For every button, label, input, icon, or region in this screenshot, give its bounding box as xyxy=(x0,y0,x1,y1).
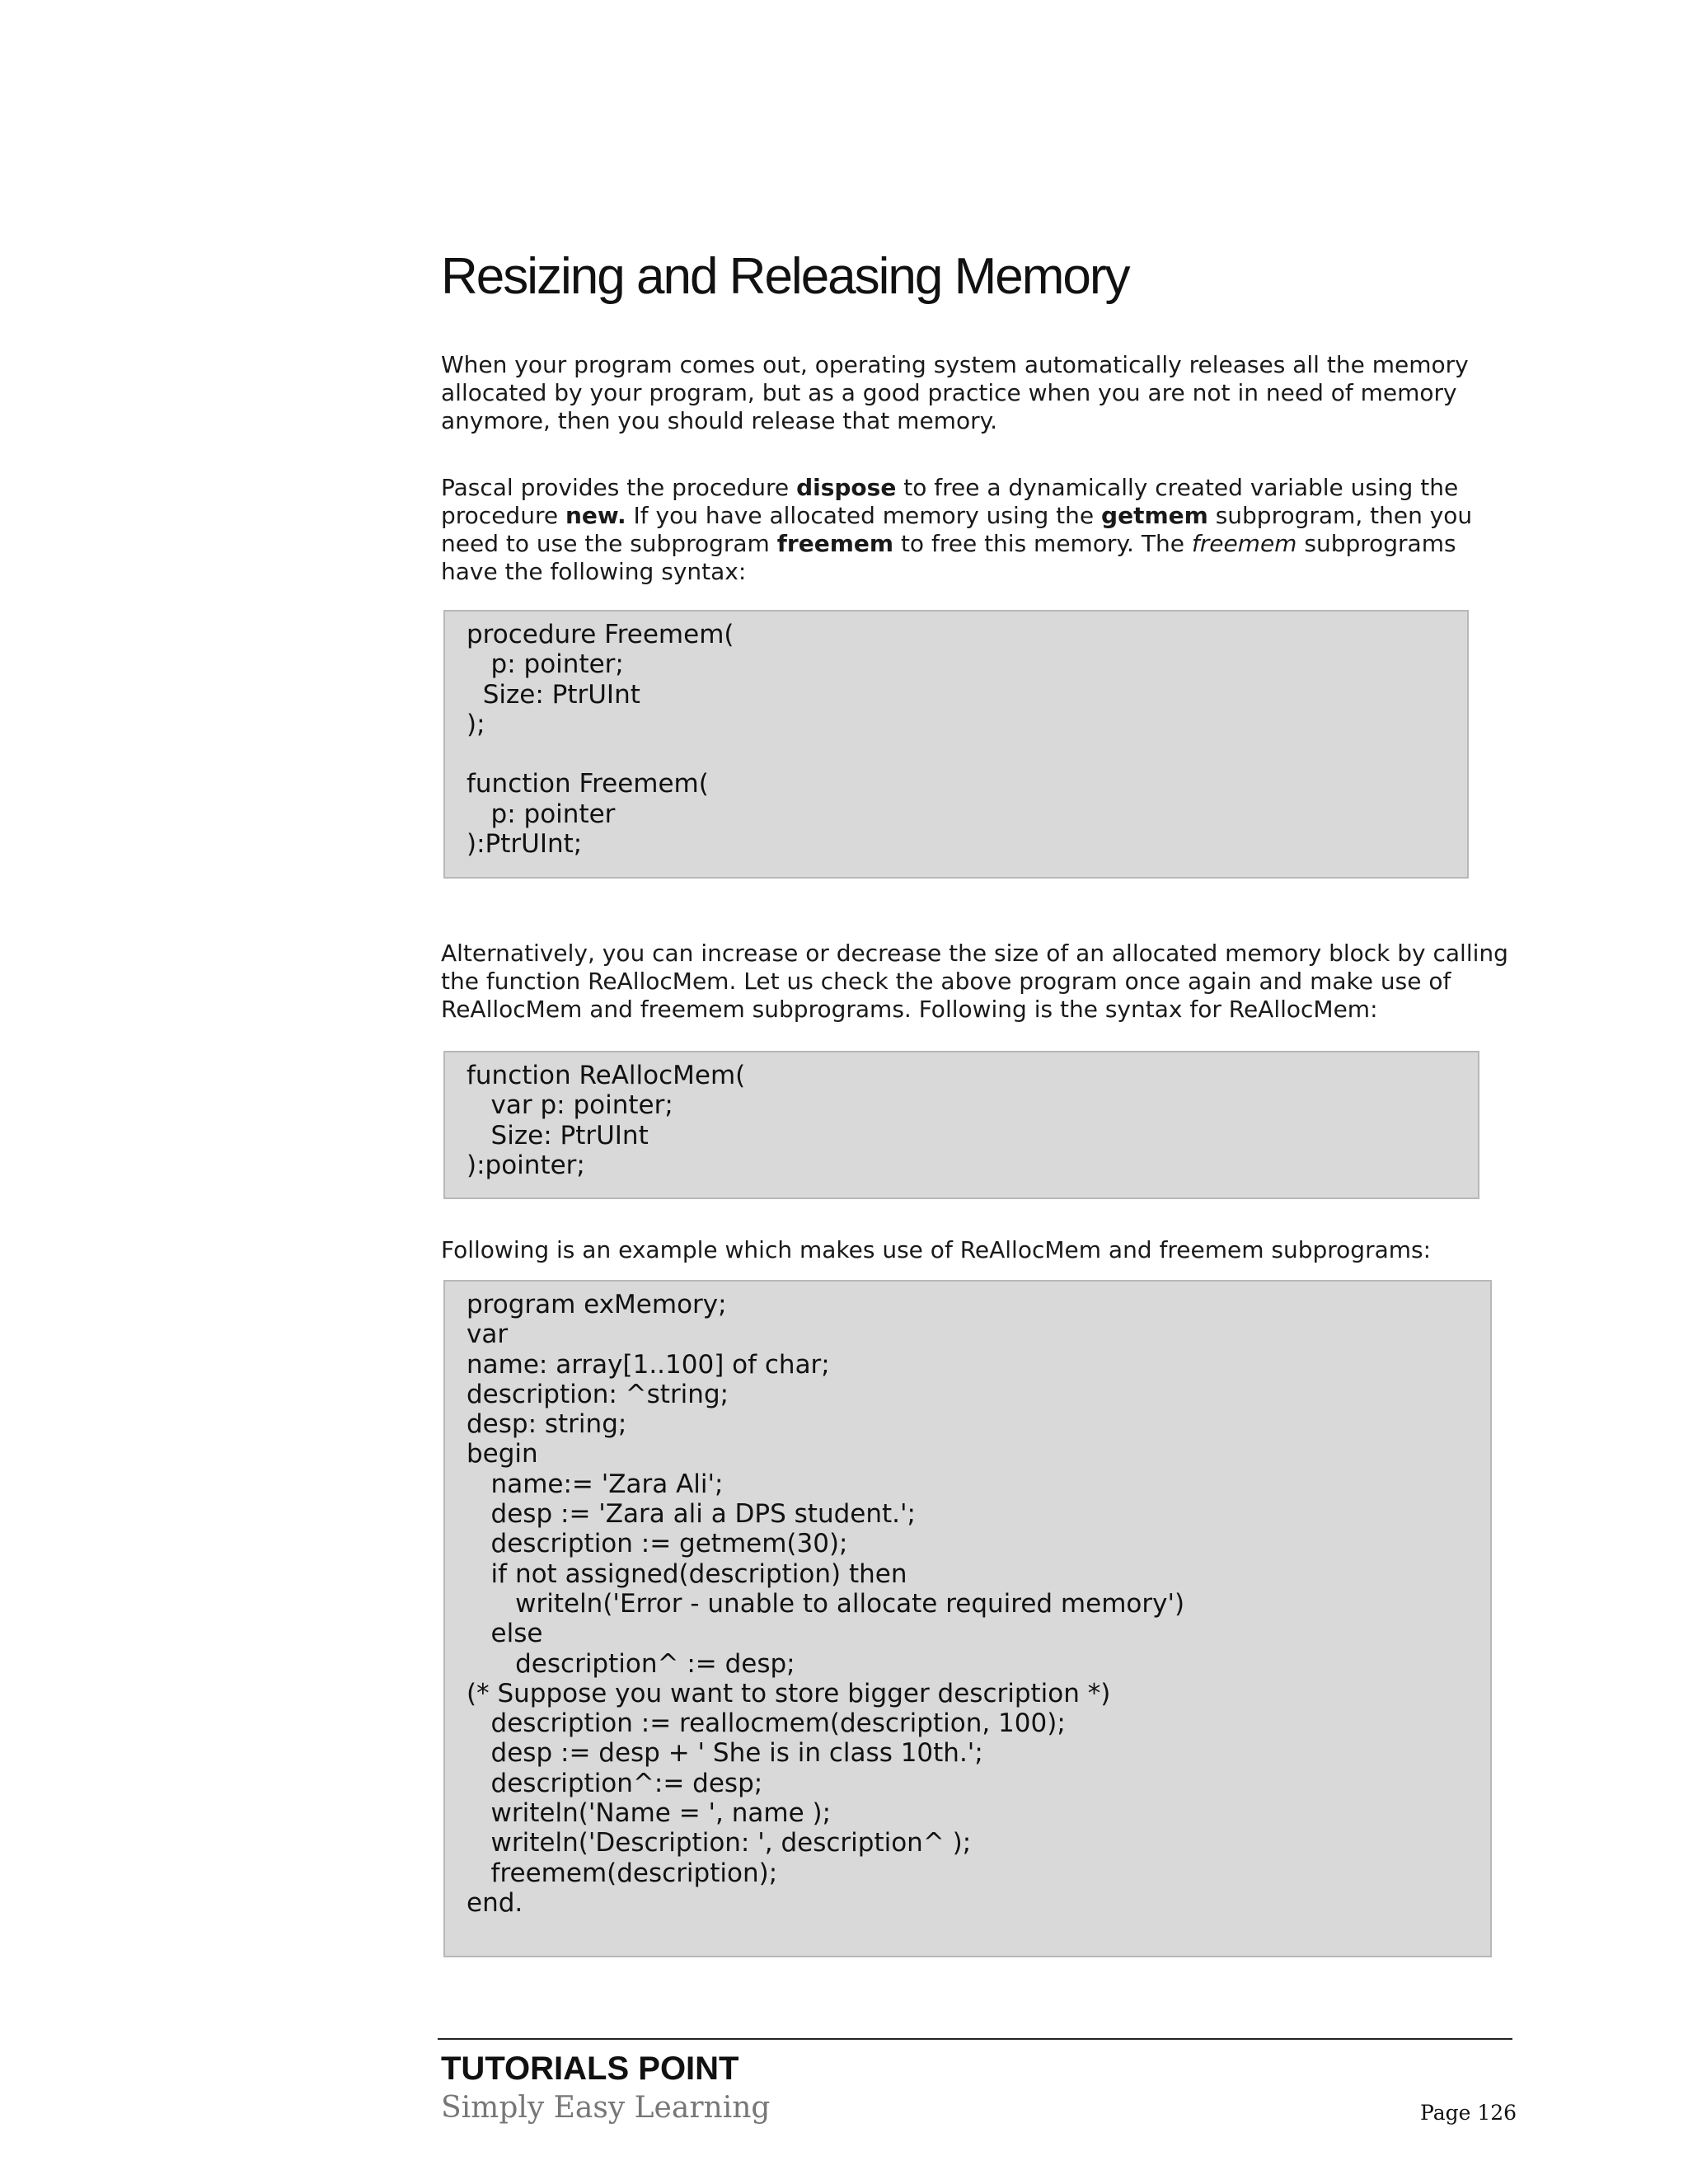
page-title: Resizing and Releasing Memory xyxy=(441,248,1129,305)
example-paragraph: Following is an example which makes use of ReAllocMem and freemem subprograms: xyxy=(441,1236,1432,1263)
reallocmem-paragraph: Alternatively, you can increase or decrease the size of an allocated memory block by calling the function ReAllocMem. Let us check the above program once again and make use of ReAllocMem and freemem subprograms. Following is the syntax for ReAllocMem: xyxy=(441,940,1508,1023)
text: Pascal provides the procedure xyxy=(441,474,797,501)
text: subprogram, then you need to use the subprogram xyxy=(441,502,1473,557)
intro-paragraph: When your program comes out, operating system automatically releases all the memory allocated by your program, but as a good practice when you are not in need of memory anymore, then you should release that memory. xyxy=(441,351,1469,434)
italic-freemem: freemem xyxy=(1191,530,1297,557)
page-number: Page 126 xyxy=(1420,2101,1517,2125)
footer-tagline: Simply Easy Learning xyxy=(441,2091,771,2125)
keyword-dispose: dispose xyxy=(796,474,897,501)
text: to free a dynamically created variable using the procedure xyxy=(441,474,1459,529)
footer-brand: TUTORIALS POINT xyxy=(441,2050,739,2087)
freemem-syntax-code: procedure Freemem( p: pointer; Size: PtrUInt ); function Freemem( p: pointer ):PtrUInt; xyxy=(443,610,1469,879)
text: If you have allocated memory using the xyxy=(626,502,1102,529)
dispose-paragraph xyxy=(441,474,1512,586)
footer-divider xyxy=(438,2038,1512,2040)
keyword-getmem: getmem xyxy=(1101,502,1208,529)
keyword-new: new. xyxy=(565,502,626,529)
text: subprograms have the following syntax: xyxy=(441,530,1456,585)
text: to free this memory. The xyxy=(893,530,1192,557)
reallocmem-syntax-code: function ReAllocMem( var p: pointer; Size: PtrUInt ):pointer; xyxy=(443,1051,1479,1199)
example-program-code: program exMemory; var name: array[1..100] of char; description: ^string; desp: string; begin name:= 'Zara Ali'; desp := 'Zara ali a DPS student.'; description := getmem(30); if not assigned(description) then writeln('Error - unable to allocate required memory') else description^ := desp; (* Suppose you want to store bigger description *) description := reallocmem(description, 100); desp := desp + ' She is in class 10th.'; description^:= desp; writeln('Name = ', name ); writeln('Description: ', description^ ); freemem(description); end. xyxy=(443,1280,1492,1957)
keyword-freemem: freemem xyxy=(776,530,894,557)
